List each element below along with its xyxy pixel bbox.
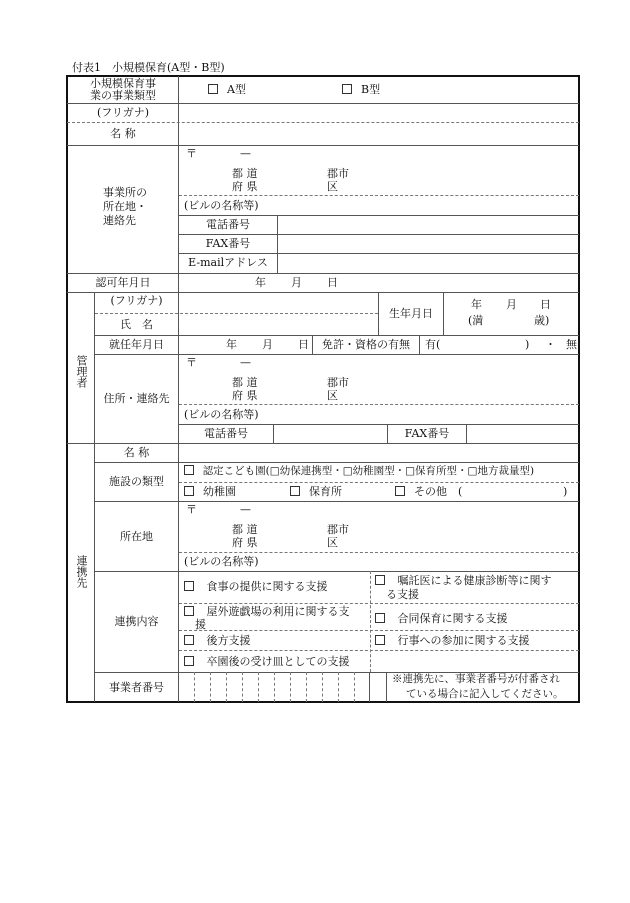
partner-address-label: 所在地 bbox=[120, 530, 153, 543]
postal-mark: 〒 bbox=[186, 147, 197, 160]
business-type-label-1: 小規模保育事 bbox=[90, 77, 156, 90]
partner-name-input[interactable] bbox=[180, 444, 578, 461]
birthdate-label: 生年月日 bbox=[389, 307, 433, 320]
row-divider bbox=[67, 145, 579, 146]
postal-mark: 〒 bbox=[186, 356, 197, 369]
manager-address-label: 住所・連絡先 bbox=[103, 392, 170, 405]
column-divider bbox=[386, 672, 387, 702]
digit-cell-divider bbox=[306, 672, 307, 702]
column-divider bbox=[443, 292, 444, 335]
note-line-1: ※連携先に、事業者番号が付番され bbox=[392, 673, 560, 685]
digit-cell-divider bbox=[226, 672, 227, 702]
approval-day: 日 bbox=[327, 276, 338, 289]
digit-cell-divider bbox=[210, 672, 211, 702]
prefecture-label-2: 府 県 bbox=[232, 180, 258, 193]
row-divider-dashed bbox=[179, 404, 579, 405]
appointed-day: 日 bbox=[298, 338, 309, 351]
other-label: その他 ( bbox=[414, 485, 463, 498]
manager-phone-label: 電話番号 bbox=[204, 427, 248, 440]
form-title: 付表1 小規模保育(A型・B型) bbox=[72, 61, 225, 74]
option-b-type[interactable] bbox=[342, 83, 380, 96]
column-divider bbox=[419, 335, 420, 354]
note-line-2: ている場合に記入してください。 bbox=[406, 688, 564, 700]
digit-cell-divider bbox=[258, 672, 259, 702]
prefecture-label-1: 都 道 bbox=[232, 167, 258, 180]
postal-dash: — bbox=[240, 503, 251, 516]
digit-cell-divider bbox=[322, 672, 323, 702]
manager-furigana-label: (フリガナ) bbox=[110, 294, 163, 307]
manager-furigana-input[interactable] bbox=[180, 293, 377, 312]
manager-name-label: 氏 名 bbox=[120, 318, 153, 331]
age-close: 歳) bbox=[534, 314, 550, 327]
manager-section-label: 管理者 bbox=[75, 355, 88, 388]
prefecture-label-2: 府 県 bbox=[232, 389, 258, 402]
row-divider-dashed bbox=[179, 552, 579, 553]
approval-month: 月 bbox=[291, 276, 302, 289]
content-label: 連携内容 bbox=[114, 615, 159, 628]
city-label-1: 郡市 bbox=[327, 376, 349, 389]
facility-type-nursery[interactable] bbox=[290, 485, 342, 498]
checkbox-icon[interactable] bbox=[375, 613, 385, 623]
appointed-year: 年 bbox=[226, 338, 237, 351]
column-divider bbox=[277, 215, 278, 273]
office-fax-input[interactable] bbox=[279, 235, 578, 253]
row-divider bbox=[95, 501, 579, 502]
name-label: 名 称 bbox=[110, 127, 136, 140]
row-divider-dashed bbox=[179, 482, 579, 483]
support-graduation-label: 卒園後の受け皿としての支援 bbox=[206, 655, 350, 668]
row-divider bbox=[95, 354, 579, 355]
support-doctor[interactable] bbox=[375, 574, 552, 587]
support-backup-label: 後方支援 bbox=[206, 634, 251, 647]
checkbox-icon[interactable] bbox=[184, 486, 194, 496]
checkbox-icon[interactable] bbox=[184, 465, 194, 475]
kindergarten-label: 幼稚園 bbox=[203, 485, 236, 498]
support-meal-label: 食事の提供に関する支援 bbox=[206, 580, 328, 593]
manager-fax-label: FAX番号 bbox=[404, 427, 450, 440]
city-label-2: 区 bbox=[327, 389, 338, 402]
birth-month: 月 bbox=[506, 298, 517, 311]
checkbox-icon[interactable] bbox=[375, 635, 385, 645]
license-close: ) bbox=[525, 338, 530, 351]
postal-mark: 〒 bbox=[186, 503, 197, 516]
office-label-1: 事業所の bbox=[103, 186, 147, 199]
row-divider-dashed bbox=[179, 630, 579, 631]
certified-label: 認定こども園(□幼保連携型・□幼稚園型・□保育所型・□地方裁量型) bbox=[202, 465, 535, 477]
approval-label: 認可年月日 bbox=[95, 276, 151, 289]
digit-cell-divider bbox=[242, 672, 243, 702]
approval-year: 年 bbox=[255, 276, 266, 289]
city-label-2: 区 bbox=[327, 180, 338, 193]
row-divider bbox=[67, 273, 579, 274]
license-yes[interactable]: 有( bbox=[425, 338, 441, 351]
support-joint-care[interactable] bbox=[375, 612, 508, 625]
column-divider bbox=[273, 424, 274, 443]
manager-phone-input[interactable] bbox=[275, 425, 386, 443]
support-joint-care-label: 合同保育に関する支援 bbox=[397, 612, 508, 625]
digit-cell-divider bbox=[338, 672, 339, 702]
building-label: (ビルの名称等) bbox=[184, 555, 259, 568]
row-divider bbox=[95, 335, 579, 336]
facility-type-certified[interactable] bbox=[184, 465, 534, 478]
support-backup[interactable] bbox=[184, 634, 251, 647]
column-divider bbox=[466, 424, 467, 443]
age-open: (満 bbox=[468, 314, 484, 327]
checkbox-icon[interactable] bbox=[208, 84, 218, 94]
prefecture-label-1: 都 道 bbox=[232, 376, 258, 389]
license-no[interactable]: 無 bbox=[566, 338, 577, 351]
office-email-input[interactable] bbox=[279, 254, 578, 272]
name-input[interactable] bbox=[180, 123, 578, 144]
checkbox-icon[interactable] bbox=[184, 581, 194, 591]
partner-section-label: 連携先 bbox=[75, 555, 88, 588]
nursery-label: 保育所 bbox=[309, 485, 342, 498]
support-playground-label-2: 援 bbox=[195, 618, 206, 631]
appointed-label: 就任年月日 bbox=[109, 338, 164, 351]
postal-dash: — bbox=[240, 356, 251, 369]
digit-cell-divider bbox=[290, 672, 291, 702]
digit-cell-divider bbox=[354, 672, 355, 702]
prefecture-label-1: 都 道 bbox=[232, 523, 258, 536]
prefecture-label-2: 府 県 bbox=[232, 536, 258, 549]
city-label-2: 区 bbox=[327, 536, 338, 549]
option-a-label: A型 bbox=[227, 83, 246, 96]
checkbox-icon[interactable] bbox=[184, 606, 194, 616]
support-playground[interactable] bbox=[184, 605, 350, 618]
row-divider bbox=[95, 462, 579, 463]
column-divider bbox=[369, 672, 370, 702]
building-label: (ビルの名称等) bbox=[184, 199, 259, 212]
digit-cell-divider bbox=[274, 672, 275, 702]
facility-type-other[interactable] bbox=[395, 485, 462, 498]
city-label-1: 郡市 bbox=[327, 167, 349, 180]
checkbox-icon[interactable] bbox=[184, 656, 194, 666]
office-label-3: 連絡先 bbox=[103, 214, 136, 227]
main-column-divider bbox=[178, 76, 179, 702]
option-b-label: B型 bbox=[361, 83, 381, 96]
checkbox-icon[interactable] bbox=[184, 635, 194, 645]
row-divider-dashed bbox=[179, 650, 579, 651]
facility-type-kindergarten[interactable] bbox=[184, 485, 236, 498]
business-number-label: 事業者番号 bbox=[109, 681, 164, 694]
postal-dash: — bbox=[240, 147, 251, 160]
checkbox-icon[interactable] bbox=[395, 486, 405, 496]
column-divider-dashed bbox=[370, 571, 371, 672]
manager-name-input[interactable] bbox=[180, 314, 377, 334]
business-type-label-2: 業の事業類型 bbox=[90, 89, 156, 102]
appointed-month: 月 bbox=[262, 338, 273, 351]
city-label-1: 郡市 bbox=[327, 523, 349, 536]
office-phone-input[interactable] bbox=[279, 216, 578, 234]
furigana-label: (フリガナ) bbox=[96, 106, 150, 119]
email-label: E-mailアドレス bbox=[188, 256, 268, 269]
support-doctor-label-2: る支援 bbox=[386, 588, 419, 601]
checkbox-icon[interactable] bbox=[375, 575, 385, 585]
checkbox-icon[interactable] bbox=[342, 84, 352, 94]
support-meal[interactable] bbox=[184, 580, 328, 593]
support-playground-label: 屋外遊戯場の利用に関する支 bbox=[206, 605, 350, 618]
checkbox-icon[interactable] bbox=[290, 486, 300, 496]
other-close: ) bbox=[563, 485, 568, 498]
row-divider-dashed bbox=[179, 603, 579, 604]
row-divider-dashed bbox=[179, 195, 579, 196]
birth-year: 年 bbox=[471, 298, 482, 311]
support-graduation[interactable] bbox=[184, 655, 350, 668]
option-a-type[interactable] bbox=[208, 83, 246, 96]
support-events[interactable] bbox=[375, 634, 530, 647]
support-doctor-label: 嘱託医による健康診断等に関す bbox=[397, 574, 552, 587]
digit-cell-divider bbox=[194, 672, 195, 702]
row-divider bbox=[95, 571, 579, 572]
building-label: (ビルの名称等) bbox=[184, 408, 259, 421]
office-label-2: 所在地・ bbox=[103, 200, 147, 213]
license-dot: ・ bbox=[545, 338, 556, 351]
license-label: 免許・資格の有無 bbox=[322, 338, 410, 351]
support-events-label: 行事への参加に関する支援 bbox=[397, 634, 530, 647]
facility-type-label: 施設の類型 bbox=[109, 475, 164, 488]
fax-label: FAX番号 bbox=[205, 237, 251, 250]
phone-label: 電話番号 bbox=[206, 218, 250, 231]
furigana-input[interactable] bbox=[180, 104, 578, 122]
partner-name-label: 名 称 bbox=[123, 446, 150, 459]
birth-day: 日 bbox=[540, 298, 551, 311]
manager-fax-input[interactable] bbox=[468, 425, 578, 443]
